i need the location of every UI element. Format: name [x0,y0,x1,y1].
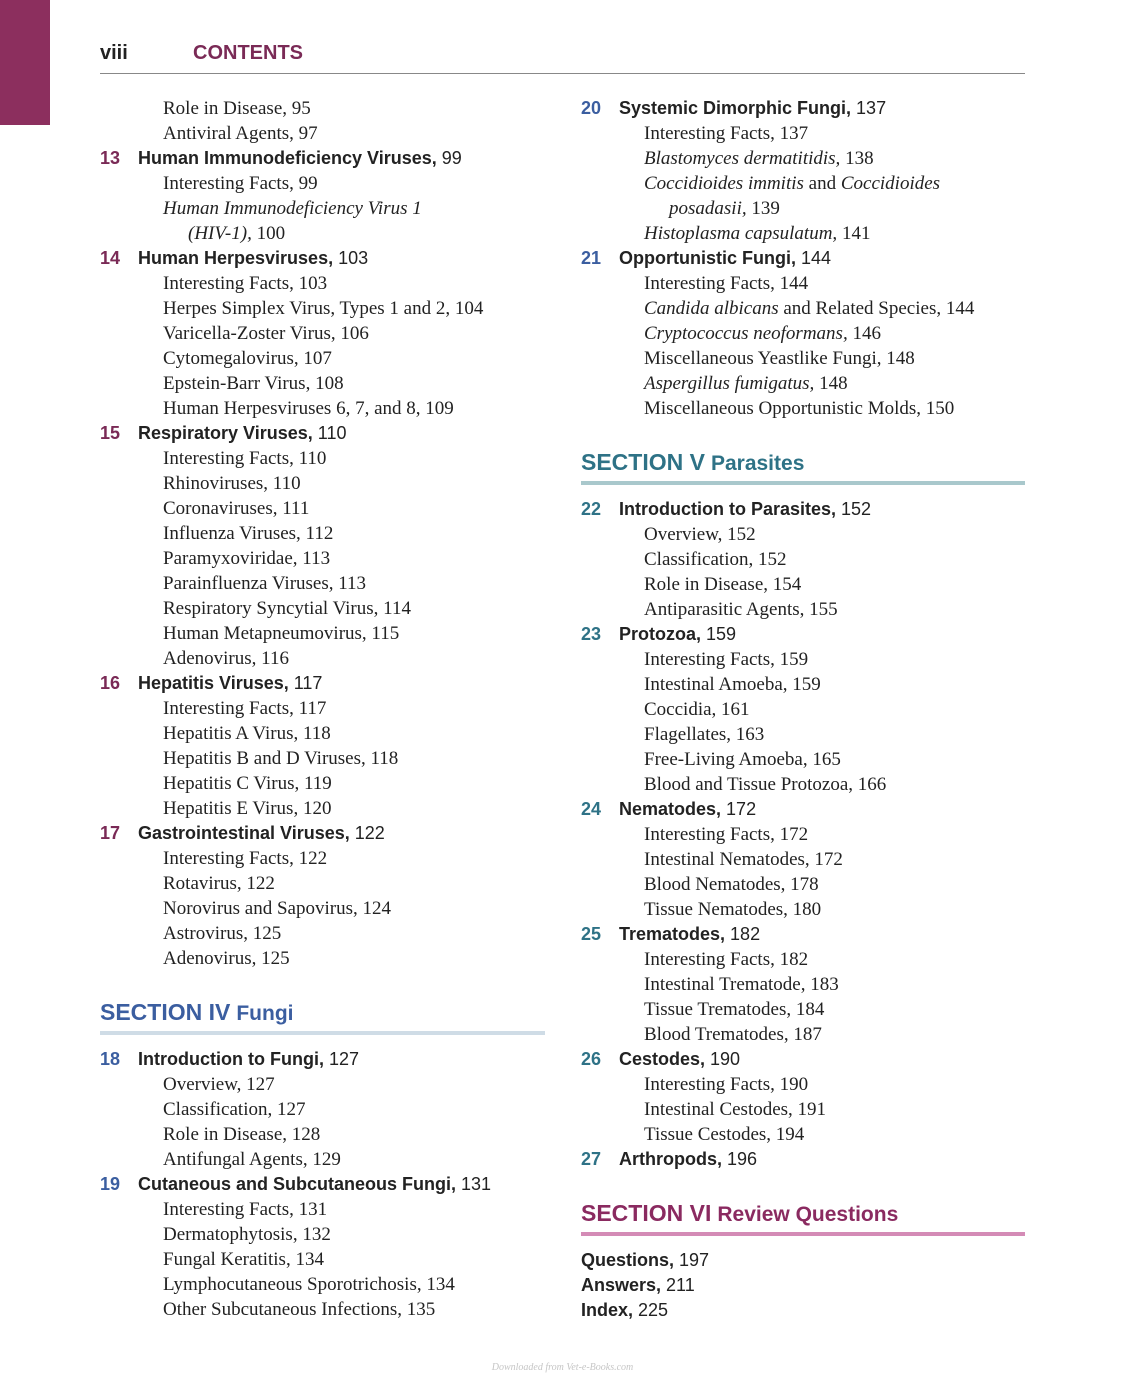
subentry-text: Antifungal Agents, 129 [163,1149,341,1170]
subentry-text: 139 [746,198,780,219]
subentry-text: Overview, 127 [163,1074,275,1095]
subentry-text: Coccidia, 161 [644,699,750,720]
subentry-text: 146 [847,323,881,344]
section-heading [581,445,1025,485]
toc-subentry[interactable] [100,721,545,746]
chapter-title: Opportunistic Fungi, [619,248,796,268]
toc-subentry[interactable] [581,396,1025,421]
toc-subentry[interactable] [100,546,545,571]
subentry-text: 138 [840,148,874,169]
subentry-text: Interesting Facts, 159 [644,649,809,670]
subentry-text: Blastomyces dermatitidis, [644,148,841,169]
chapter-title: Protozoa, [619,624,702,644]
chapter-number: 20 [581,98,602,118]
subentry-text: Cytomegalovirus, 107 [163,348,332,369]
subentry-text: Influenza Viruses, 112 [163,523,334,544]
subentry-text: 148 [814,373,848,394]
subentry-text: Classification, 152 [644,549,787,570]
subentry-text: Antiviral Agents, 97 [163,123,318,144]
chapter-number: 19 [100,1174,121,1194]
toc-chapter-entry[interactable] [581,797,1025,822]
chapter-number: 17 [100,823,121,843]
subentry-text: Miscellaneous Opportunistic Molds, 150 [644,398,955,419]
subentry-text: Rhinoviruses, 110 [163,473,301,494]
toc-subentry[interactable] [581,271,1025,296]
toc-subentry[interactable] [100,1247,545,1272]
subentry-text: Human Herpesviruses 6, 7, and 8, 109 [163,398,454,419]
toc-subentry[interactable] [100,396,545,421]
toc-chapter-entry[interactable] [100,1047,545,1072]
subentry-text: Interesting Facts, 99 [163,173,318,194]
chapter-page: 103 [333,248,369,268]
chapter-title: Introduction to Parasites, [619,499,837,519]
subentry-text: Interesting Facts, 182 [644,949,809,970]
toc-subentry[interactable] [581,121,1025,146]
chapter-page: 196 [722,1149,758,1169]
toc-subentry[interactable] [100,271,545,296]
section-name: Review Questions [717,1203,899,1226]
toc-subentry[interactable] [100,221,545,246]
chapter-title: Arthropods, [619,1149,722,1169]
chapter-page: 152 [836,499,872,519]
toc-subentry[interactable] [100,596,545,621]
toc-subentry[interactable] [100,296,545,321]
subentry-text: Respiratory Syncytial Virus, 114 [163,598,411,619]
toc-right-column [581,96,1025,1323]
subentry-text: 141 [837,223,871,244]
toc-subentry[interactable] [581,146,1025,171]
toc-subentry[interactable] [581,296,1025,321]
chapter-title: Hepatitis Viruses, [138,673,289,693]
section-heading [100,995,545,1035]
toc-backmatter-entry[interactable] [581,1273,1025,1298]
page-number: viii [100,42,128,64]
section-rule [581,1232,1025,1236]
subentry-text: Interesting Facts, 137 [644,123,809,144]
chapter-title: Cestodes, [619,1049,706,1069]
section-number: SECTION V [581,449,705,475]
toc-subentry[interactable] [581,1097,1025,1122]
toc-chapter-entry[interactable] [581,497,1025,522]
toc-subentry[interactable] [100,946,545,971]
toc-subentry[interactable] [581,547,1025,572]
toc-subentry[interactable] [100,521,545,546]
toc-subentry[interactable] [100,1097,545,1122]
subentry-text: Intestinal Amoeba, 159 [644,674,821,695]
toc-chapter-entry[interactable] [100,671,545,696]
subentry-text: Interesting Facts, 172 [644,824,809,845]
chapter-page: 127 [323,1049,359,1069]
chapter-number: 26 [581,1049,602,1069]
subentry-text: Dermatophytosis, 132 [163,1224,331,1245]
download-watermark: Downloaded from Vet-e-Books.com [491,1362,634,1373]
section-label [581,1196,898,1232]
subentry-text: Epstein-Barr Virus, 108 [163,373,344,394]
subentry-text: Lymphocutaneous Sporotrichosis, 134 [163,1274,455,1295]
chapter-thumb-tab [0,0,50,125]
toc-subentry[interactable] [581,572,1025,597]
backmatter-title: Questions, [581,1250,675,1270]
subentry-text: Role in Disease, 128 [163,1124,321,1145]
chapter-number: 18 [100,1049,121,1069]
toc-subentry[interactable] [581,672,1025,697]
toc-backmatter-entry[interactable] [581,1298,1025,1323]
subentry-text: Adenovirus, 125 [163,948,290,969]
chapter-title: Gastrointestinal Viruses, [138,823,350,843]
backmatter-title: Index, [581,1300,634,1320]
toc-subentry[interactable] [581,171,1025,196]
chapter-page: 159 [701,624,737,644]
subentry-text: Interesting Facts, 190 [644,1074,809,1095]
running-header [100,40,1025,74]
subentry-text: Norovirus and Sapovirus, 124 [163,898,391,919]
subentry-text: Paramyxoviridae, 113 [163,548,331,569]
toc-subentry[interactable] [581,897,1025,922]
chapter-title: Nematodes, [619,799,722,819]
toc-subentry[interactable] [100,1122,545,1147]
toc-subentry[interactable] [100,696,545,721]
chapter-page: 137 [851,98,887,118]
toc-subentry[interactable] [100,321,545,346]
chapter-number: 25 [581,924,602,944]
subentry-text: Interesting Facts, 144 [644,273,809,294]
subentry-text: Hepatitis B and D Viruses, 118 [163,748,399,769]
toc-subentry[interactable] [581,1072,1025,1097]
subentry-text: Blood Trematodes, 187 [644,1024,822,1045]
subentry-text: Other Subcutaneous Infections, 135 [163,1299,436,1320]
chapter-page: 172 [721,799,757,819]
toc-chapter-entry[interactable] [100,421,545,446]
subentry-text: and Related Species, 144 [778,298,975,319]
subentry-text: Interesting Facts, 117 [163,698,327,719]
subentry-text: Aspergillus fumigatus, [644,373,815,394]
subentry-text: Tissue Nematodes, 180 [644,899,822,920]
toc-chapter-entry[interactable] [581,96,1025,121]
subentry-text: Adenovirus, 116 [163,648,289,669]
toc-subentry[interactable] [581,1022,1025,1047]
subentry-text: Cryptococcus neoformans, [644,323,848,344]
toc-subentry[interactable] [100,1272,545,1297]
section-name: Fungi [236,1002,294,1025]
subentry-text: Coccidioides [840,173,941,194]
toc-subentry[interactable] [100,896,545,921]
chapter-page: 190 [705,1049,741,1069]
chapter-number: 16 [100,673,121,693]
header-title: CONTENTS [193,42,303,64]
chapter-title: Respiratory Viruses, [138,423,313,443]
subentry-text: 100 [251,223,286,244]
toc-subentry[interactable] [581,822,1025,847]
subentry-text: Intestinal Nematodes, 172 [644,849,843,870]
subentry-text: Coccidioides immitis [644,173,804,194]
subentry-text: (HIV-1), [188,223,252,244]
chapter-number: 14 [100,248,121,268]
section-number: SECTION IV [100,999,231,1025]
toc-subentry[interactable] [100,1297,545,1322]
backmatter-page: 211 [661,1275,695,1295]
toc-subentry[interactable] [581,346,1025,371]
toc-subentry[interactable] [581,647,1025,672]
subentry-text: Hepatitis A Virus, 118 [163,723,331,744]
subentry-text: Overview, 152 [644,524,756,545]
subentry-text: Hepatitis C Virus, 119 [163,773,332,794]
chapter-page: 144 [795,248,832,268]
subentry-text: Parainfluenza Viruses, 113 [163,573,367,594]
toc-subentry[interactable] [581,522,1025,547]
toc-subentry[interactable] [100,346,545,371]
subentry-text: Astrovirus, 125 [163,923,282,944]
subentry-text: Histoplasma capsulatum, [644,223,838,244]
toc-subentry[interactable] [100,1197,545,1222]
subentry-text: Antiparasitic Agents, 155 [644,599,838,620]
chapter-title: Trematodes, [619,924,726,944]
chapter-page: 122 [349,823,385,843]
chapter-title: Human Immunodeficiency Viruses, [138,148,437,168]
toc-subentry[interactable] [100,96,545,121]
toc-chapter-entry[interactable] [581,922,1025,947]
toc-chapter-entry[interactable] [581,1147,1025,1172]
chapter-page: 131 [456,1174,492,1194]
toc-subentry[interactable] [581,847,1025,872]
toc-subentry[interactable] [581,747,1025,772]
toc-subentry[interactable] [100,371,545,396]
toc-subentry[interactable] [100,171,545,196]
chapter-title: Cutaneous and Subcutaneous Fungi, [138,1174,457,1194]
toc-subentry[interactable] [100,746,545,771]
subentry-text: Tissue Cestodes, 194 [644,1124,805,1145]
toc-subentry[interactable] [581,221,1025,246]
chapter-title: Systemic Dimorphic Fungi, [619,98,852,118]
subentry-text: Interesting Facts, 110 [163,448,327,469]
section-label [100,995,294,1031]
toc-left-column [100,96,545,1322]
toc-subentry[interactable] [581,697,1025,722]
section-rule [100,1031,545,1035]
toc-subentry[interactable] [100,496,545,521]
subentry-text: Blood and Tissue Protozoa, 166 [644,774,887,795]
toc-subentry[interactable] [581,772,1025,797]
subentry-text: Interesting Facts, 122 [163,848,328,869]
backmatter-page: 225 [633,1300,669,1320]
toc-subentry[interactable] [100,621,545,646]
toc-subentry[interactable] [100,921,545,946]
subentry-text: Classification, 127 [163,1099,306,1120]
chapter-number: 15 [100,423,121,443]
subentry-text: Role in Disease, 95 [163,98,311,119]
toc-subentry[interactable] [100,1222,545,1247]
subentry-text: Interesting Facts, 131 [163,1199,328,1220]
subentry-text: Coronaviruses, 111 [163,498,310,519]
chapter-number: 21 [581,248,602,268]
toc-chapter-entry[interactable] [100,146,545,171]
chapter-number: 23 [581,624,602,644]
toc-subentry[interactable] [100,846,545,871]
section-rule [581,481,1025,485]
toc-subentry[interactable] [581,972,1025,997]
subentry-text: posadasii, [669,198,747,219]
chapter-number: 27 [581,1149,602,1169]
subentry-text: Flagellates, 163 [644,724,765,745]
toc-subentry[interactable] [581,947,1025,972]
subentry-text: Fungal Keratitis, 134 [163,1249,324,1270]
section-label [581,445,804,481]
subentry-text: Free-Living Amoeba, 165 [644,749,841,770]
toc-subentry[interactable] [581,1122,1025,1147]
toc-subentry[interactable] [581,597,1025,622]
toc-subentry[interactable] [100,196,545,221]
toc-chapter-entry[interactable] [100,246,545,271]
subentry-text: Intestinal Trematode, 183 [644,974,839,995]
chapter-number: 22 [581,499,602,519]
subentry-text: Rotavirus, 122 [163,873,275,894]
toc-subentry[interactable] [100,571,545,596]
subentry-text: Candida albicans [644,298,779,319]
toc-chapter-entry[interactable] [100,1172,545,1197]
toc-subentry[interactable] [100,446,545,471]
subentry-text: Hepatitis E Virus, 120 [163,798,332,819]
chapter-page: 99 [436,148,462,168]
toc-subentry[interactable] [100,1072,545,1097]
toc-chapter-entry[interactable] [581,246,1025,271]
section-name: Parasites [710,452,805,475]
toc-subentry[interactable] [100,796,545,821]
subentry-text: Interesting Facts, 103 [163,273,328,294]
chapter-number: 13 [100,148,121,168]
section-number: SECTION VI [581,1200,712,1226]
chapter-title: Human Herpesviruses, [138,248,334,268]
subentry-text: Miscellaneous Yeastlike Fungi, 148 [644,348,915,369]
backmatter-page: 197 [674,1250,710,1270]
chapter-page: 110 [312,423,347,443]
section-heading [581,1196,1025,1236]
toc-chapter-entry[interactable] [100,821,545,846]
toc-chapter-entry[interactable] [581,1047,1025,1072]
toc-subentry[interactable] [581,997,1025,1022]
chapter-number: 24 [581,799,602,819]
toc-subentry[interactable] [581,371,1025,396]
toc-subentry[interactable] [100,646,545,671]
subentry-text: Human Immunodeficiency Virus 1 [163,198,422,219]
toc-subentry[interactable] [100,771,545,796]
toc-subentry[interactable] [100,871,545,896]
subentry-text: Intestinal Cestodes, 191 [644,1099,827,1120]
chapter-page: 182 [725,924,761,944]
subentry-text: Herpes Simplex Virus, Types 1 and 2, 104 [163,298,484,319]
toc-subentry[interactable] [581,321,1025,346]
subentry-text: Blood Nematodes, 178 [644,874,819,895]
chapter-page: 117 [288,673,323,693]
subentry-text: and [803,173,841,194]
backmatter-title: Answers, [581,1275,662,1295]
toc-subentry[interactable] [581,872,1025,897]
toc-subentry[interactable] [100,471,545,496]
toc-subentry[interactable] [581,722,1025,747]
toc-chapter-entry[interactable] [581,622,1025,647]
chapter-title: Introduction to Fungi, [138,1049,324,1069]
subentry-text: Role in Disease, 154 [644,574,802,595]
subentry-text: Varicella-Zoster Virus, 106 [163,323,369,344]
toc-subentry[interactable] [100,1147,545,1172]
toc-backmatter-entry[interactable] [581,1248,1025,1273]
subentry-text: Tissue Trematodes, 184 [644,999,825,1020]
toc-subentry[interactable] [581,196,1025,221]
subentry-text: Human Metapneumovirus, 115 [163,623,400,644]
toc-subentry[interactable] [100,121,545,146]
